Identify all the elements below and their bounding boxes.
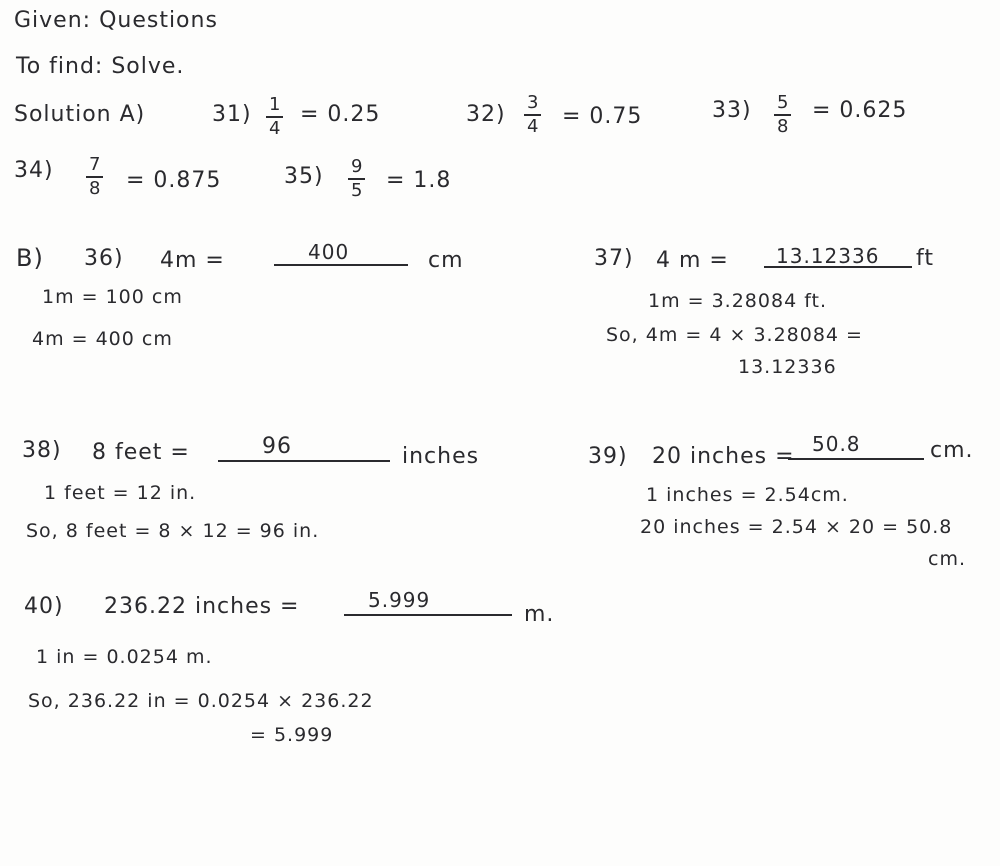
q34-numerator: 7 <box>86 156 103 178</box>
q35-result: = 1.8 <box>386 168 452 193</box>
given-line: Given: Questions <box>14 8 218 33</box>
q34-result: = 0.875 <box>126 168 222 193</box>
q34-number: 34) <box>14 158 54 183</box>
q33-numerator: 5 <box>774 94 791 116</box>
q36-answer: 400 <box>308 240 350 264</box>
q32-number: 32) <box>466 102 506 127</box>
q34-denominator: 8 <box>89 178 101 199</box>
q40-answer-line <box>344 614 512 616</box>
q40-number: 40) <box>24 594 64 619</box>
to-find-line: To find: Solve. <box>16 54 185 79</box>
q36-step2: 4m = 400 cm <box>32 328 173 350</box>
q39-unit: cm. <box>930 438 974 463</box>
q40-answer: 5.999 <box>368 588 431 612</box>
q39-answer: 50.8 <box>812 432 861 456</box>
q39-step3: cm. <box>928 548 966 570</box>
q37-step3: 13.12336 <box>738 356 837 378</box>
q33-fraction <box>774 94 791 136</box>
q37-lhs: 4 m = <box>656 248 729 273</box>
q31-numerator: 1 <box>266 96 283 118</box>
q37-step1: 1m = 3.28084 ft. <box>648 290 828 312</box>
q33-result: = 0.625 <box>812 98 908 123</box>
q40-step2: So, 236.22 in = 0.0254 × 236.22 <box>28 690 374 712</box>
q36-number: 36) <box>84 246 124 271</box>
q33-number: 33) <box>712 98 752 123</box>
q38-unit: inches <box>402 444 480 469</box>
q38-answer: 96 <box>262 434 292 459</box>
q40-unit: m. <box>524 602 555 627</box>
q39-step1: 1 inches = 2.54cm. <box>646 484 849 506</box>
q40-step3: = 5.999 <box>250 724 334 746</box>
q38-step2: So, 8 feet = 8 × 12 = 96 in. <box>26 520 320 542</box>
q39-lhs: 20 inches = <box>652 444 795 469</box>
q32-fraction <box>524 94 541 136</box>
solution-label: Solution A) <box>14 102 146 127</box>
q31-fraction <box>266 96 283 138</box>
q38-step1: 1 feet = 12 in. <box>44 482 197 504</box>
part-b-label: B) <box>16 244 44 272</box>
q36-lhs: 4m = <box>160 248 225 273</box>
q37-step2: So, 4m = 4 × 3.28084 = <box>606 324 863 346</box>
q38-answer-line <box>218 460 390 462</box>
q39-number: 39) <box>588 444 628 469</box>
q35-numerator: 9 <box>348 158 365 180</box>
q37-answer: 13.12336 <box>776 244 880 268</box>
q31-number: 31) <box>212 102 252 127</box>
q38-lhs: 8 feet = <box>92 440 190 465</box>
q35-denominator: 5 <box>351 180 363 201</box>
q36-unit: cm <box>428 248 464 273</box>
q39-answer-line <box>788 458 924 460</box>
q38-number: 38) <box>22 438 62 463</box>
q31-denominator: 4 <box>269 118 281 139</box>
q40-step1: 1 in = 0.0254 m. <box>36 646 213 668</box>
q32-denominator: 4 <box>527 116 539 137</box>
q39-step2: 20 inches = 2.54 × 20 = 50.8 <box>640 516 953 538</box>
q35-number: 35) <box>284 164 324 189</box>
q37-answer-line <box>764 266 912 268</box>
q33-denominator: 8 <box>777 116 789 137</box>
q34-fraction <box>86 156 103 198</box>
q31-result: = 0.25 <box>300 102 381 127</box>
q40-lhs: 236.22 inches = <box>104 594 300 619</box>
q32-result: = 0.75 <box>562 104 643 129</box>
q37-unit: ft <box>916 246 934 271</box>
q36-answer-line <box>274 264 408 266</box>
q32-numerator: 3 <box>524 94 541 116</box>
q36-step1: 1m = 100 cm <box>42 286 183 308</box>
q35-fraction <box>348 158 365 200</box>
q37-number: 37) <box>594 246 634 271</box>
